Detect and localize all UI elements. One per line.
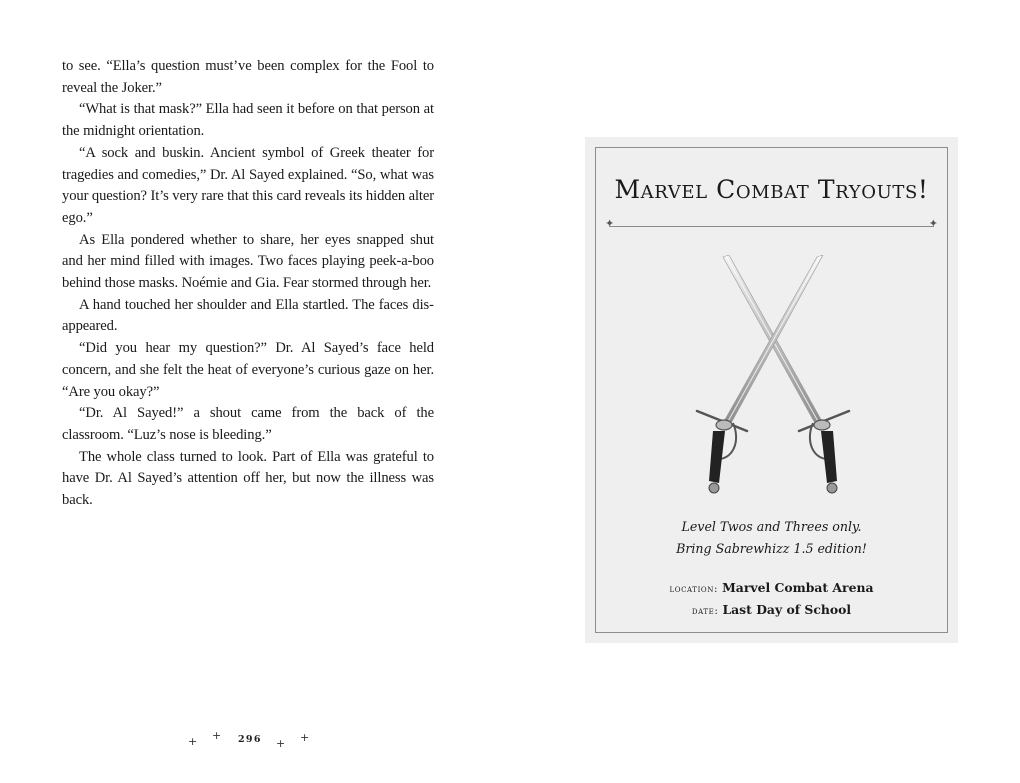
paragraph: “What is that mask?” Ella had seen it before on that person at the midnight orientation. xyxy=(62,101,434,140)
divider xyxy=(609,226,934,227)
location-label: location: xyxy=(669,583,719,595)
paragraph: “Did you hear my question?” Dr. Al Sayed’s face held concern, and she felt the heat of everyone’s curious gaze on her. “Are you okay?” xyxy=(62,340,434,400)
body-text xyxy=(62,56,434,512)
flyer-note: Bring Sabrewhizz 1.5 edition! xyxy=(676,541,867,556)
page-folio xyxy=(180,728,320,752)
crossed-swords-icon xyxy=(673,255,873,500)
paragraph: to see. “Ella’s question must’ve been complex for the Fool to reveal the Joker.” xyxy=(62,58,434,96)
sword xyxy=(697,255,823,493)
paragraph: “A sock and buskin. Ancient symbol of Greek theater for tragedies and comedies,” Dr. Al Sayed explained. “So, what was your question? It’s very rare that this card reveals its hidden alter ego.” xyxy=(62,144,435,226)
flyer-location xyxy=(585,580,958,595)
sparkle-icon: ✦ xyxy=(928,217,938,230)
page-number: 296 xyxy=(238,734,262,745)
paragraph: A hand touched her shoulder and Ella startled. The faces disappeared. xyxy=(62,296,434,335)
sparkle-icon: + xyxy=(212,729,222,742)
paragraph: The whole class turned to look. Part of Ella was grateful to have Dr. Al Sayed’s attention off her, but now the illness was back. xyxy=(62,448,434,509)
location-value: Marvel Combat Arena xyxy=(722,580,874,595)
flyer-date xyxy=(585,602,958,617)
paragraph: As Ella pondered whether to share, her eyes snapped shut and her mind filled with images. Two faces playing peek-a-boo behind those masks. Noémie and Gia. Fear stormed through her. xyxy=(62,231,434,292)
sword xyxy=(723,255,849,493)
sparkle-icon: + xyxy=(276,737,286,750)
sparkle-icon: + xyxy=(300,731,310,744)
date-label: date: xyxy=(691,605,719,617)
sparkle-icon: ✦ xyxy=(605,217,615,230)
flyer-title: Marvel Combat Tryouts! xyxy=(614,175,929,204)
flyer-note: Level Twos and Threes only. xyxy=(681,519,862,534)
paragraph: “Dr. Al Sayed!” a shout came from the back of the classroom. “Luz’s nose is bleeding.” xyxy=(62,405,434,443)
date-value: Last Day of School xyxy=(722,602,852,617)
sparkle-icon: + xyxy=(188,735,198,748)
tryouts-flyer xyxy=(585,137,958,643)
